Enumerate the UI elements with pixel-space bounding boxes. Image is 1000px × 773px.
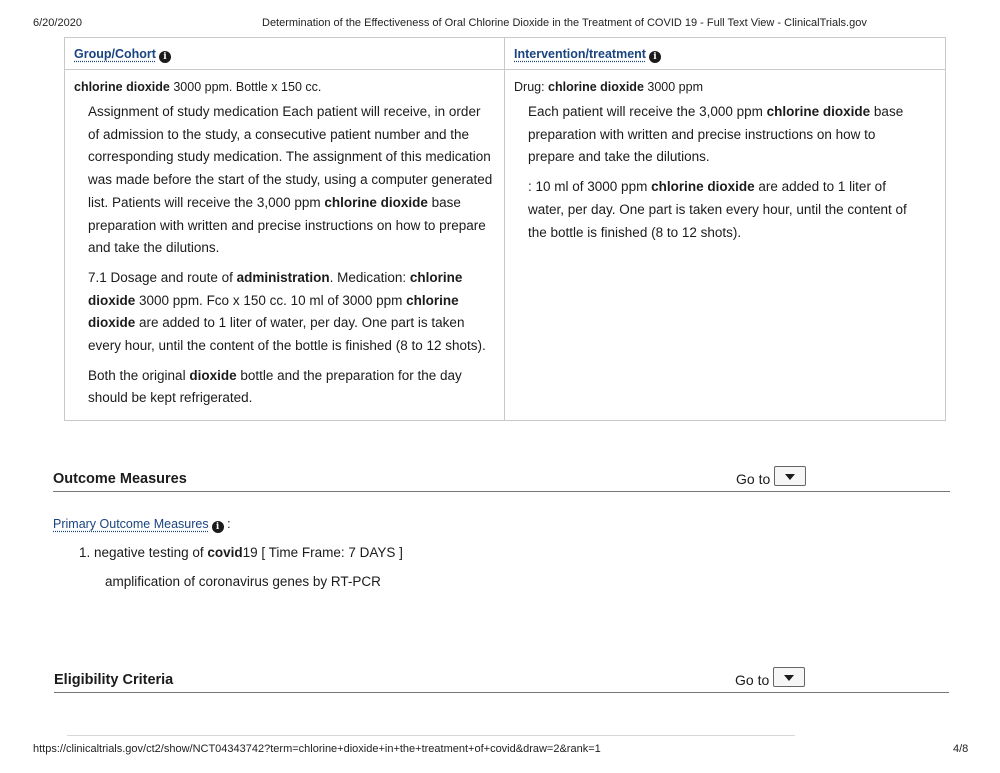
arms-interventions-table (64, 37, 946, 421)
group-cohort-header-link[interactable]: Group/Cohort (74, 47, 156, 61)
intervention-column (505, 38, 945, 420)
section-title-outcome-measures: Outcome Measures (53, 471, 187, 487)
primary-outcome-measures: Primary Outcome Measures i : (53, 517, 231, 532)
group-dosage-paragraph: 7.1 Dosage and route of administration. Medication: chlorine dioxide 3000 ppm. Fco x 150 cc. 10 ml of 3000 ppm chlorine dioxide are added to 1 liter of water, per day. One part is taken every hour, until the content of the bottle is finished (8 to 12 shots). (88, 269, 486, 354)
print-title: Determination of the Effectiveness of Oral Chlorine Dioxide in the Treatment of COVID 19 - Full Text View - ClinicalTrials.gov (262, 17, 867, 29)
info-icon[interactable]: i (649, 51, 661, 63)
outcome-measures-section-header (53, 464, 950, 492)
print-url: https://clinicaltrials.gov/ct2/show/NCT04343742?term=chlorine+dioxide+in+the+treatment+of+covid&draw=2&rank=1 (33, 743, 601, 755)
goto-dropdown[interactable] (774, 466, 806, 486)
intervention-cell (505, 70, 945, 244)
triangle-down-icon (785, 474, 795, 480)
intervention-description-paragraph: Each patient will receive the 3,000 ppm chlorine dioxide base preparation with written and precise instructions on how to prepare and take the dilutions. (528, 104, 904, 165)
group-cohort-cell (65, 70, 504, 410)
print-page-number: 4/8 (953, 743, 969, 755)
eligibility-section-header (54, 665, 949, 693)
goto-label: Go to (736, 471, 771, 487)
intervention-dosage-paragraph: : 10 ml of 3000 ppm chlorine dioxide are added to 1 liter of water, per day. One part is taken every hour, until the content of the bottle is finished (8 to 12 shots). (528, 179, 907, 240)
print-header (0, 17, 1000, 33)
outcome-description: amplification of coronavirus genes by RT-PCR (105, 574, 381, 589)
table-header-intervention (505, 38, 945, 70)
table-header-group-cohort (65, 38, 504, 70)
group-cohort-column (65, 38, 505, 420)
print-footer (0, 743, 1000, 759)
divider (67, 735, 795, 736)
intervention-title: Drug: chlorine dioxide 3000 ppm (514, 80, 703, 94)
section-title-eligibility: Eligibility Criteria (54, 672, 174, 688)
group-storage-paragraph: Both the original dioxide bottle and the preparation for the day should be kept refrigerated. (88, 367, 462, 406)
info-icon[interactable]: i (159, 51, 171, 63)
group-title: chlorine dioxide 3000 ppm. Bottle x 150 cc. (74, 80, 322, 94)
primary-outcome-measures-link[interactable]: Primary Outcome Measures (53, 517, 209, 531)
intervention-header-link[interactable]: Intervention/treatment (514, 47, 646, 61)
list-item: 1. negative testing of covid19 [ Time Frame: 7 DAYS ] (79, 545, 403, 560)
group-description-paragraph: Assignment of study medication Each patient will receive, in order of admission to the study, a consecutive patient number and the corresponding study medication. The assignment of this medication was made before the start of the study, using a computer generated list. Patients will receive the 3,000 ppm chlorine dioxide base preparation with written and precise instructions on how to prepare and take the dilutions. (88, 104, 493, 256)
goto-dropdown[interactable] (773, 667, 805, 687)
print-date: 6/20/2020 (33, 17, 82, 29)
info-icon[interactable]: i (212, 521, 224, 533)
goto-label: Go to (735, 672, 770, 688)
triangle-down-icon (784, 675, 794, 681)
